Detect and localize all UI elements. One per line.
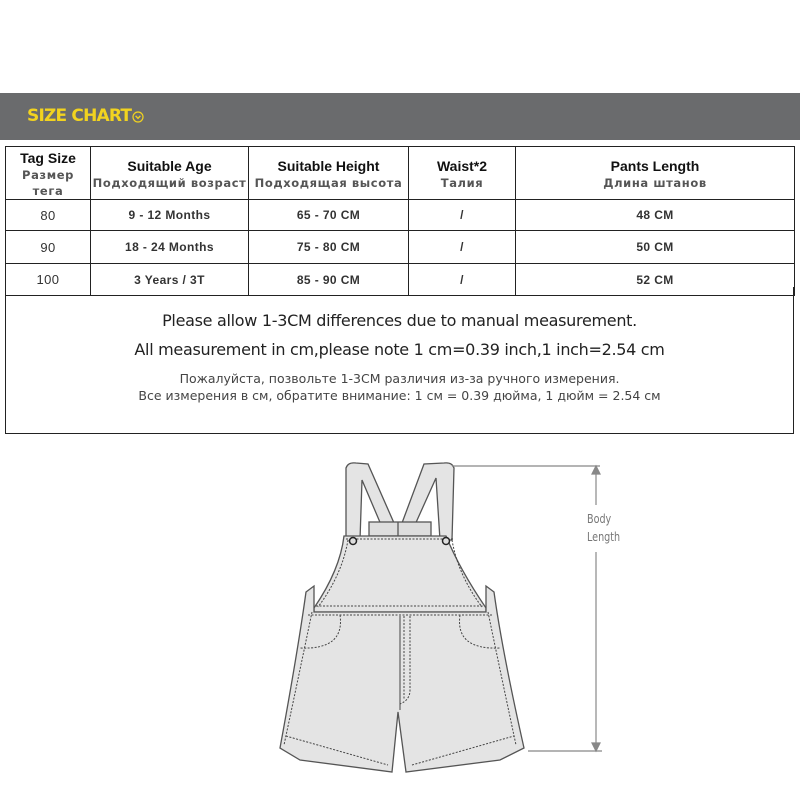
circled-chevron-down-icon — [132, 111, 144, 123]
cell-height: 75 - 80 CM — [249, 231, 409, 264]
header-waist: Waist*2 Талия — [409, 147, 516, 200]
table-header-row — [6, 147, 795, 200]
cell-pants-length: 48 CM — [516, 200, 795, 231]
size-table — [5, 146, 795, 296]
cell-pants-length: 50 CM — [516, 231, 795, 264]
header-pants-length: Pants Length Длина штанов — [516, 147, 795, 200]
cell-height: 85 - 90 CM — [249, 264, 409, 296]
size-chart-title: SIZE CHART — [27, 106, 132, 126]
note-units-en: All measurement in cm,please note 1 cm=0.39 inch,1 inch=2.54 cm — [134, 340, 665, 359]
cell-waist: / — [409, 231, 516, 264]
overalls-drawing — [0, 440, 800, 800]
cell-age: 9 - 12 Months — [91, 200, 249, 231]
note-units-ru: Все измерения в см, обратите внимание: 1 см = 0.39 дюйма, 1 дюйм = 2.54 см — [138, 388, 661, 403]
measurement-notes — [5, 287, 794, 434]
cell-waist: / — [409, 264, 516, 296]
header-tag-size: Tag Size Размер тега — [6, 147, 91, 200]
cell-pants-length: 52 CM — [516, 264, 795, 296]
cell-age: 18 - 24 Months — [91, 231, 249, 264]
note-tolerance-ru: Пожалуйста, позвольте 1-3CM различия из-за ручного измерения. — [179, 371, 620, 386]
note-tolerance-en: Please allow 1-3CM differences due to manual measurement. — [162, 311, 637, 330]
table-row — [6, 231, 795, 264]
cell-tag-size: 100 — [6, 264, 91, 296]
header-suitable-height: Suitable Height Подходящая высота — [249, 147, 409, 200]
arrow-up-icon — [592, 466, 600, 474]
cell-height: 65 - 70 CM — [249, 200, 409, 231]
body-length-label: Body Length — [587, 512, 621, 544]
cell-tag-size: 90 — [6, 231, 91, 264]
cell-age: 3 Years / 3T — [91, 264, 249, 296]
header-suitable-age: Suitable Age Подходящий возраст — [91, 147, 249, 200]
arrow-down-icon — [592, 743, 600, 751]
cell-tag-size: 80 — [6, 200, 91, 231]
table-row — [6, 200, 795, 231]
garment-figure — [0, 440, 800, 800]
size-chart-banner — [0, 93, 800, 140]
cell-waist: / — [409, 200, 516, 231]
